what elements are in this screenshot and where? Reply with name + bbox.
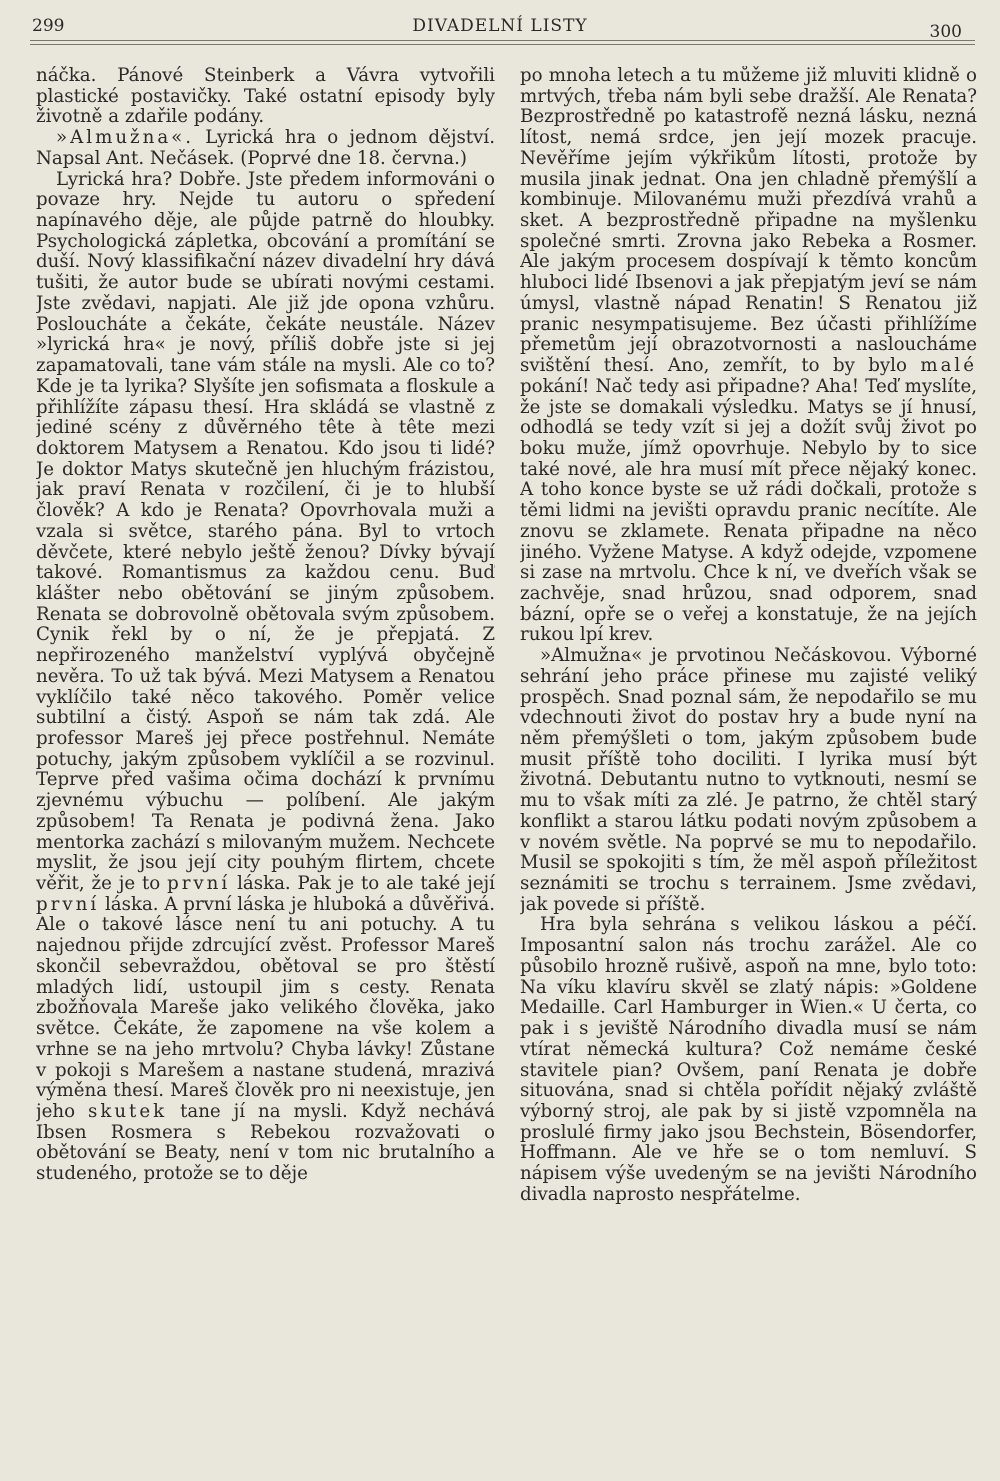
running-title: DIVADELNÍ LISTY bbox=[412, 16, 588, 36]
paragraph: Hra byla sehrána s velikou láskou a péčí. Imposantní salon nás trochu zarážel. Ale co působilo hrozně rušivě, aspoň na mne, bylo toto: Na víku klavíru skvěl se zlatý nápis: »Goldene Medaille. Carl Hamburger in Wien.« U čerta, co pak i s jeviště Národního divadla musí se nám vtírat německá kultura? Což nemáme české stavitele pian? Ovšem, paní Renata je dobře situována, snad si chtěla pořídit nějaký zvláště výborný stroj, ale pak by si jistě vzpomněla na proslulé firmy jako jsou Bechstein, Bösendorfer, Hoffmann. Ale ve hře se o tom nemluví. S nápisem výše uvedeným se na jevišti Národního divadla naprosto nespřátelme. bbox=[520, 914, 977, 1205]
paragraph bbox=[36, 128, 495, 169]
emphasis: první bbox=[36, 893, 100, 915]
left-column bbox=[36, 66, 495, 1456]
paragraph: »Almužna« je prvotinou Nečáskovou. Výborné sehrání jeho práce přinese mu zajisté veliký prospěch. Snad poznal sám, že nepodařilo se mu vdechnouti život do postav hry a bude nyní na něm přemýšleti o tom, jakým způsobem bude musit příště toho dociliti. I lyrika musí být životná. Debutantu nutno to vytknouti, nesmí se mu to však míti za zlé. Je patrno, že chtěl starý konflikt a starou látku podati novým způsobem a v novém světle. Na poprvé se mu to nepodařilo. Musil se spokojiti s tím, že měl aspoň příležitost seznámiti se trochu s terrainem. Jsme zvědavi, jak povede si příště. bbox=[520, 645, 977, 915]
emphasis: skutek bbox=[87, 1100, 168, 1122]
paragraph: po mnoha letech a tu můžeme již mluviti klidně o mrtvých, třeba nám byli sebe dražší. Ale Renata? Bezprostředně po katastrofě nezná lásku, nezná lítost, nemá srdce, jen její mozek pracuje. Nevěříme jejím výkřikům lítosti, protože by musila jinak jednat. Ona jen chladně přemýšlí a kombinuje. Milovanému muži přezdívá vrahů a sket. A bezprostředně připadne na myšlenku společné smrti. Zrovna jako Rebeka a Rosmer. Ale jakým procesem dospívají k těmto koncům hluboci lidé Ibsenovi a jak přepjatým jeví se nám úmysl, vlastně nápad Renatin! S Renatou již pranic nesympatisujeme. Bez účasti přihlížíme přemetům její obrazotvornosti a nasloucháme svištění thesí. Ano, zemřít, to by bylo malé pokání! Nač tedy asi připadne? Aha! Teď myslíte, že jste se domakali výsledku. Matys se jí hnusí, odhodlá se tedy vzít si jej a dožít svůj život po boku muže, jímž opovrhuje. Nebylo by to sice také nové, ale hra musí mít přece nějaký konec. A toho konce byste se už rádi dočkali, protože s těmi lidmi na jevišti opravdu pranic necítíte. Ale znovu se zklamete. Renata připadne na něco jiného. Vyžene Matyse. A když odejde, vzpomene si zase na mrtvolu. Chce k ní, ve dveřích však se zachvěje, snad hrůzou, snad odporem, snad bázní, opře se o veřej a konstatuje, že na jejích rukou lpí krev. bbox=[520, 66, 977, 646]
header-rule-bottom bbox=[30, 44, 975, 45]
emphasis: první bbox=[167, 873, 231, 895]
paragraph: náčka. Pánové Steinberk a Vávra vytvořili plastické postavičky. Také ostatní episody byly životně a zdařile podány. bbox=[36, 66, 495, 128]
right-column bbox=[520, 66, 977, 1456]
paragraph: Lyrická hra? Dobře. Jste předem informováni o povaze hry. Nejde tu autoru o spředení napínavého děje, ale půjde patrně do hloubky. Psychologická zápletka, obcování a promítání se duší. Nový klassifikační název divadelní hry dává tušiti, že autor bude se ubírati novými cestami. Jste zvědavi, napjati. Ale již jde opona vzhůru. Posloucháte a čekáte, čekáte neustále. Název »lyrická hra« je nový, příliš dobře jste si jej zapamatovali, tane vám stále na mysli. Ale co to? Kde je ta lyrika? Slyšíte jen sofismata a floskule a přihlížíte zápasu thesí. Hra skládá se vlastně z jediné scény z důvěrného tête à tête mezi doktorem Matysem a Renatou. Kdo jsou ti lidé? Je doktor Matys skutečně jen hluchým frázistou, jak praví Renata v rozčilení, či je to hlubší člověk? A kdo je Renata? Opovrhovala muži a vzala si světce, starého pána. Byl to vrtoch děvčete, které nebylo ještě ženou? Dívky bývají takové. Romantismus za každou cenu. Buď klášter nebo obětování se jiným způsobem. Renata se dobrovolně obětovala svým způsobem. Cynik řekl by o ní, že je přepjatá. Z nepřirozeného manželství vyplývá obyčejně nevěra. To už tak bývá. Mezi Matysem a Renatou vyklíčilo také něco takového. Poměr velice subtilní a čistý. Aspoň se nám tak zdá. Ale professor Mareš jej přece postřehnul. Nemáte potuchy, jakým způsobem vyklíčil a se rozvinul. Teprve před vašima očima dochází k prvnímu zjevnému výbuchu — políbení. Ale jakým způsobem! Ta Renata je podivná žena. Jako mentorka zachází s milovaným mužem. Nechcete myslit, že jsou její city pouhým flirtem, chcete věřit, že je to první láska. Pak je to ale také její první láska. A první láska je hluboká a důvěřivá. Ale o takové lásce není tu ani potuchy. A tu najednou přijde zdrcující zvěst. Professor Mareš skončil sebevraždou, obětoval se pro štěstí mladých lidí, ustoupil jim s cesty. Renata zbožňovala Mareše jako velikého člověka, jako světce. Čekáte, že zapomene na vše kolem a vrhne se na jeho mrtvolu? Chyba lávky! Zůstane v pokoji s Marešem a nastane studená, mrazivá výměna thesí. Mareš člověk pro ni neexistuje, jen jeho skutek tane jí na mysli. Když nechává Ibsen Rosmera s Rebekou rozvažovati o obětování se Beaty, není v tom nic brutalního a studeného, protože se to děje bbox=[36, 168, 495, 1185]
header-rule-top bbox=[30, 40, 975, 41]
play-info: Lyrická hra o jednom dějství. Napsal Ant. Nečásek. (Poprvé dne 18. června.) bbox=[36, 127, 495, 169]
play-title: »Almužna«. bbox=[56, 127, 195, 149]
emphasis: malé bbox=[920, 355, 977, 377]
page-number-right: 300 bbox=[929, 22, 962, 42]
page-number-left: 299 bbox=[32, 16, 65, 36]
